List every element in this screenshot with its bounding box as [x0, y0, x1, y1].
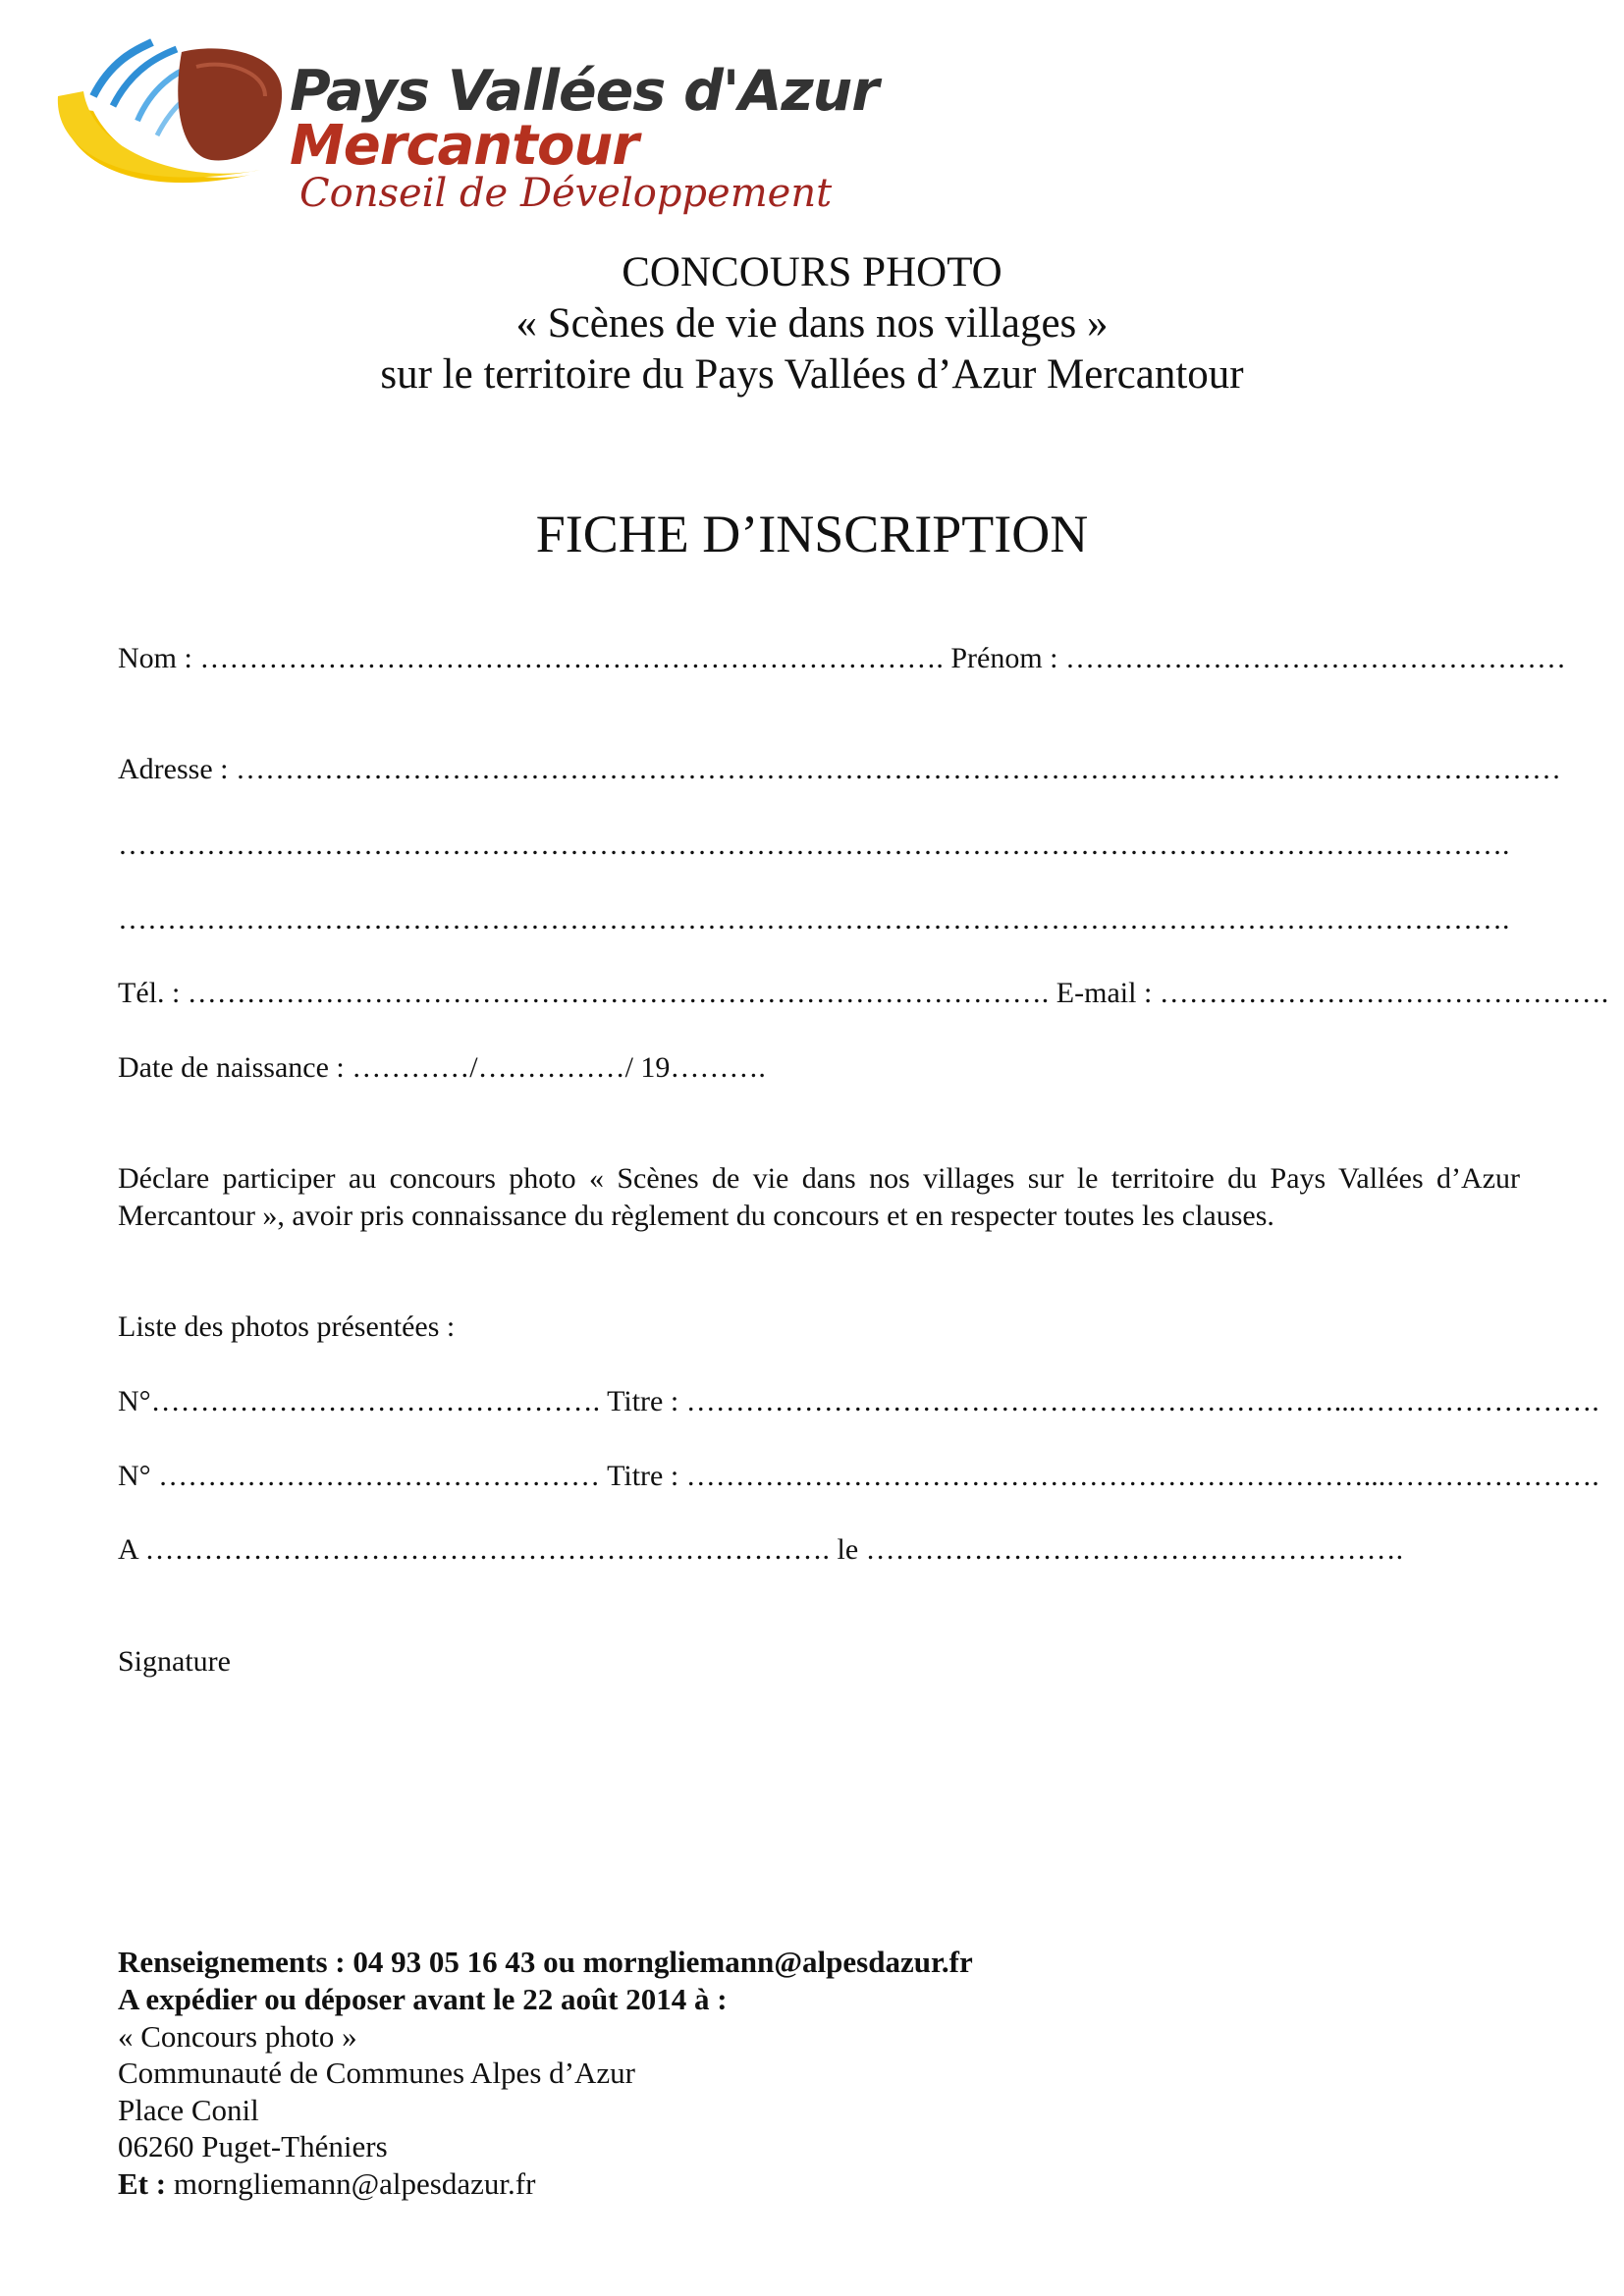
photo-entry-2[interactable]: N° ……………………………………… Titre : ……………………………………………………………...………………….	[118, 1460, 1599, 1492]
deadline-info: A expédier ou déposer avant le 22 août 2014 à :	[118, 1982, 728, 2016]
email-link[interactable]: morngliemann@alpesdazur.fr	[166, 2166, 536, 2201]
place-date-field[interactable]: A ……………………………………………………………. le ……………………………………………….	[118, 1533, 1404, 1566]
contact-info: Renseignements : 04 93 05 16 43 ou morngliemann@alpesdazur.fr	[118, 1945, 973, 1979]
address-line-3: Place Conil	[118, 2093, 259, 2127]
photo-entry-1[interactable]: N°………………………………………. Titre : …………………………………………………………...…………………….	[118, 1385, 1599, 1417]
logo-subtitle: Mercantour	[290, 114, 638, 178]
email-line	[118, 2165, 535, 2203]
address-field-line3[interactable]: …………………………………………………………………………………………………………………………….	[118, 903, 1510, 935]
signature-label: Signature	[118, 1645, 231, 1678]
form-title: FICHE D’INSCRIPTION	[535, 505, 1089, 563]
address-field-line2[interactable]: …………………………………………………………………………………………………………………………….	[118, 828, 1510, 861]
logo-tagline: Conseil de Développement	[299, 171, 833, 216]
photo-list-label: Liste des photos présentées :	[118, 1310, 456, 1343]
name-field[interactable]: Nom : …………………………………………………………………. Prénom : ……………………………………………	[118, 642, 1566, 674]
address-field-line1[interactable]: Adresse : ………………………………………………………………………………………………………………………	[118, 753, 1561, 785]
birth-date-field[interactable]: Date de naissance : …………/……………/ 19……….	[118, 1051, 766, 1084]
contest-subtitle: « Scènes de vie dans nos villages »	[515, 300, 1109, 347]
address-line-1: « Concours photo »	[118, 2019, 357, 2054]
email-label: Et :	[118, 2166, 167, 2201]
logo	[54, 37, 879, 234]
contest-territory: sur le territoire du Pays Vallées d’Azur Mercantour	[380, 351, 1244, 398]
address-line-4: 06260 Puget-Théniers	[118, 2129, 388, 2163]
logo-title: Pays Vallées d'Azur	[290, 59, 879, 124]
contest-title: CONCOURS PHOTO	[622, 249, 1002, 295]
declaration-text: Déclare participer au concours photo « Scènes de vie dans nos villages sur le territoire du Pays Vallées d’Azur Mercantour », avoir pris connaissance du règlement du concours et en respecter toutes les clauses.	[118, 1162, 1520, 1232]
address-line-2: Communauté de Communes Alpes d’Azur	[118, 2056, 635, 2090]
logo-swoosh-icon	[54, 37, 290, 204]
phone-email-field[interactable]: Tél. : ……………………………………………………………………………. E-mail : ……………………………………….	[118, 977, 1609, 1009]
